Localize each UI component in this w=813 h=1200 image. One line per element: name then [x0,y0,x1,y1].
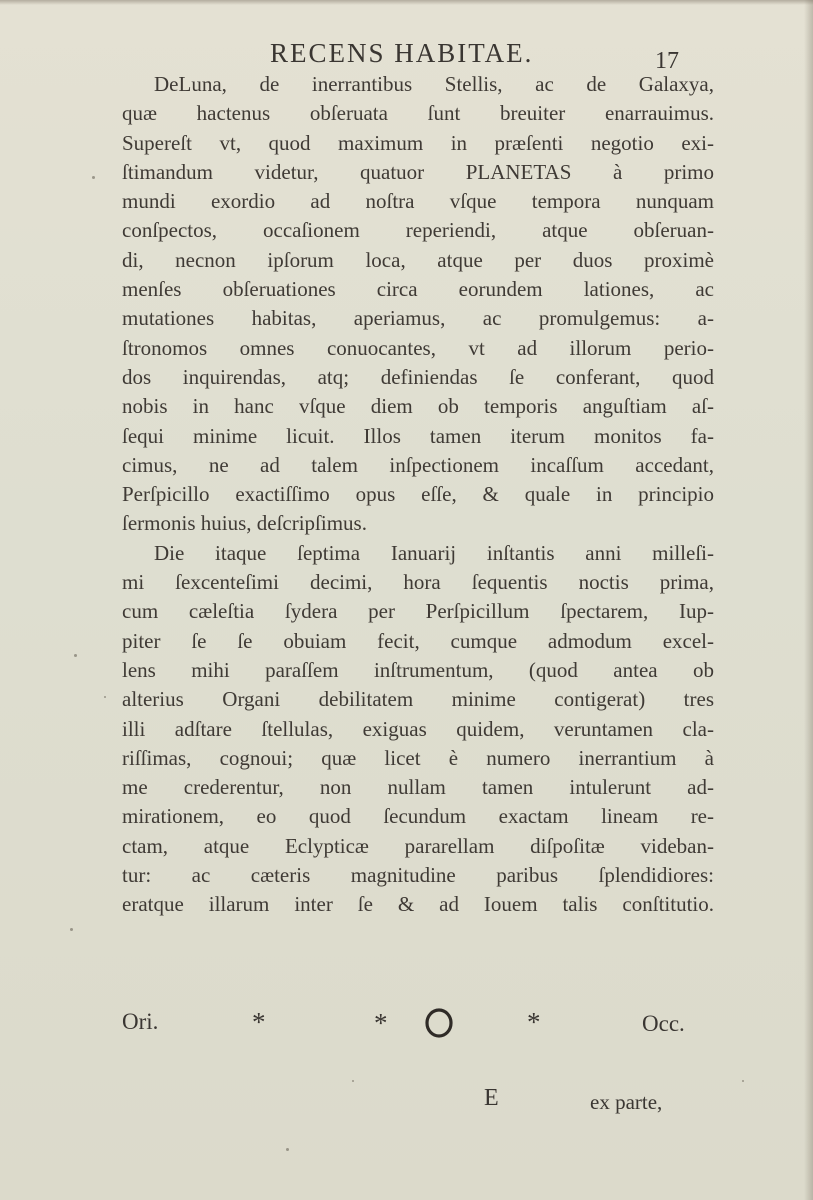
jupiter-circle-icon [424,1007,454,1039]
text-line: lens mihi paraſſem inſtrumentum, (quod antea ob [122,657,714,682]
paper-speck [104,696,106,698]
text-line: Die itaque ſeptima Ianuarij inſtantis anni milleſi- [154,540,714,565]
text-line: Supereſt vt, quod maximum in præſenti negotio exi- [122,130,714,155]
paper-speck [286,1148,289,1151]
text-line: conſpectos, occaſionem reperiendi, atque obſeruan- [122,218,714,243]
running-title: RECENS HABITAE. [270,38,534,68]
page-top-edge [0,0,813,5]
text-line: ctam, atque Eclypticæ pararellam diſpoſitæ videban- [122,833,714,858]
page-number: 17 [655,48,679,74]
text-line: ſtronomos omnes conuocantes, vt ad illorum perio- [122,335,714,360]
text-line: mi ſexcenteſimi decimi, hora ſequentis noctis prima, [122,570,714,595]
paper-speck [70,928,73,931]
star-icon: * [252,1007,266,1037]
signature-mark: E [484,1085,499,1111]
text-line: nobis in hanc vſque diem ob temporis anguſtiam aſ- [122,394,714,419]
text-line: di, necnon ipſorum loca, atque per duos proximè [122,247,714,272]
text-line: cimus, ne ad talem inſpectionem incaſſum accedant, [122,452,714,477]
text-line: cum cæleſtia ſydera per Perſpicillum ſpectarem, Iup- [122,599,714,624]
west-label: Occ. [642,1011,685,1036]
star-icon: * [374,1008,388,1038]
text-line: ſermonis huius, deſcripſimus. [122,511,367,536]
body-text [122,70,714,920]
text-line: Perſpicillo exactiſſimo opus eſſe, & quale in principio [122,482,714,507]
paper-speck [74,654,77,657]
text-line: dos inquirendas, atq; definiendas ſe conferant, quod [122,364,714,389]
jupiter-moons-diagram [122,1005,722,1045]
page-right-edge [804,0,813,1200]
text-line: me crederentur, non nullam tamen intulerunt ad- [122,775,714,800]
text-line: DeLuna, de inerrantibus Stellis, ac de Galaxya, [154,72,714,96]
catchword: ex parte, [590,1090,663,1114]
paper-speck [92,176,95,179]
text-line: menſes obſeruationes circa eorundem lationes, ac [122,277,714,302]
text-line: alterius Organi debilitatem minime contigerat) tres [122,687,714,712]
text-line: riſſimas, cognoui; quæ licet è numero inerrantium à [122,745,714,770]
text-line: mundi exordio ad noſtra vſque tempora nunquam [122,189,714,214]
text-line: quæ hactenus obſeruata ſunt breuiter enarrauimus. [122,101,714,126]
text-line: tur: ac cæteris magnitudine paribus ſplendidiores: [122,863,714,888]
east-label: Ori. [122,1009,159,1034]
star-icon: * [527,1007,541,1037]
text-line: mutationes habitas, aperiamus, ac promulgemus: a- [122,306,714,331]
paper-speck [742,1080,744,1082]
text-line: ſequi minime licuit. Illos tamen iterum monitos fa- [122,423,714,448]
text-line: ſtimandum videtur, quatuor PLANETAS à primo [122,159,714,184]
text-line: piter ſe ſe obuiam fecit, cumque admodum excel- [122,628,714,653]
text-line: illi adſtare ſtellulas, exiguas quidem, veruntamen cla- [122,716,714,741]
text-line: eratque illarum inter ſe & ad Iouem talis conſtitutio. [122,892,714,917]
paper-speck [352,1080,354,1082]
text-line: mirationem, eo quod ſecundum exactam lineam re- [122,804,714,829]
